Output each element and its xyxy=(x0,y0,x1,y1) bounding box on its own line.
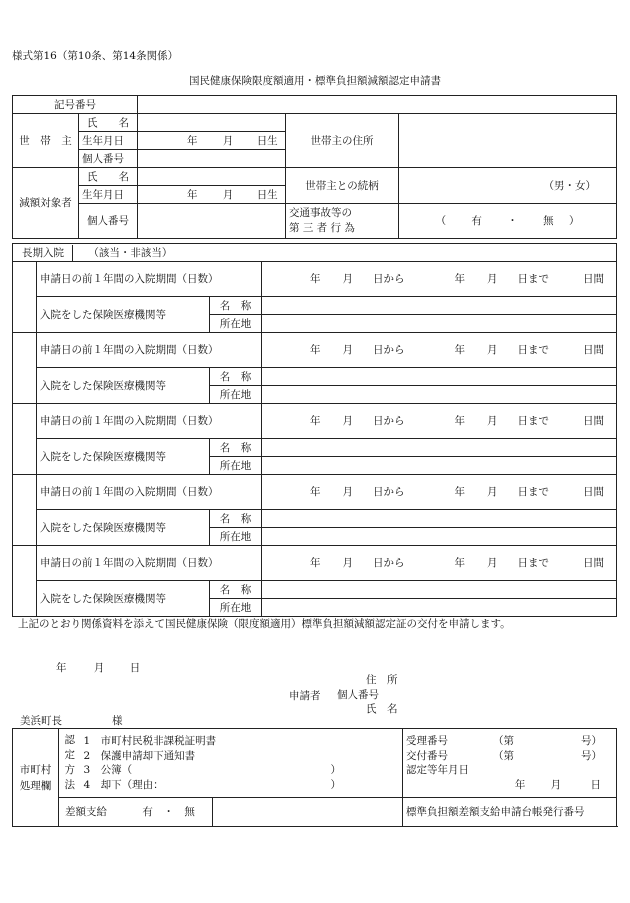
applicant-address-label: 住 所 xyxy=(366,674,398,686)
shozaichi-field[interactable] xyxy=(262,315,617,333)
kigo-bango-label: 記号番号 xyxy=(13,96,138,114)
institution-label: 入院をした保険医療機関等 xyxy=(37,368,210,404)
shozaichi-label: 所在地 xyxy=(210,457,262,475)
declaration-text: 上記のとおり関係資料を添えて国民健康保険（限度額適用）標準負担額減額認定証の交付を申請します。 xyxy=(18,618,511,630)
shozaichi-field[interactable] xyxy=(262,528,617,546)
setainushi-kojin-label: 個人番号 xyxy=(79,150,138,168)
applicant-label: 申請者 xyxy=(289,690,321,702)
office-table xyxy=(12,728,617,827)
setainushi-name-label: 氏 名 xyxy=(79,114,138,132)
form-title: 国民健康保険限度額適用・標準負担額減額認定申請書 xyxy=(189,75,441,87)
setainushi-birth-label: 生年月日 xyxy=(79,132,138,150)
setainushi-name-field[interactable] xyxy=(138,114,286,132)
entry-gutter xyxy=(13,475,37,546)
applicant-number-label: 個人番号 xyxy=(337,688,379,701)
receipt-info[interactable]: 受理番号 （第 号） 交付番号 （第 号） 認定等年月日 年 月 日 xyxy=(403,729,617,798)
target-birth-label: 生年月日 xyxy=(79,186,138,204)
target-name-field[interactable] xyxy=(138,168,286,186)
shozaichi-label: 所在地 xyxy=(210,315,262,333)
target-name-label: 氏 名 xyxy=(79,168,138,186)
traffic-accident-label: 交通事故等の 第 三 者 行 為 xyxy=(286,204,399,239)
institution-label: 入院をした保険医療機関等 xyxy=(37,439,210,475)
meisho-field[interactable] xyxy=(262,510,617,528)
entry-gutter xyxy=(13,546,37,617)
period-label: 申請日の前１年間の入院期間（日数） xyxy=(37,546,262,581)
diff-payment-row[interactable]: 差額支給 有 ・ 無 xyxy=(59,798,403,827)
period-field[interactable]: 年 月 日から 年 月 日まで 日間 xyxy=(262,404,617,439)
meisho-field[interactable] xyxy=(262,439,617,457)
applicant-name-label: 氏 名 xyxy=(366,703,398,715)
shozaichi-field[interactable] xyxy=(262,457,617,475)
setainushi-address-field[interactable] xyxy=(399,114,617,168)
period-field[interactable]: 年 月 日から 年 月 日まで 日間 xyxy=(262,475,617,510)
setainushi-label: 世 帯 主 xyxy=(13,114,79,168)
shozaichi-label: 所在地 xyxy=(210,386,262,404)
addressee: 美浜町長 xyxy=(20,715,62,727)
shozaichi-label: 所在地 xyxy=(210,528,262,546)
setainushi-kojin-field[interactable] xyxy=(138,150,286,168)
reduction-target-label: 減額対象者 xyxy=(13,168,79,239)
kigo-bango-field[interactable] xyxy=(138,96,617,114)
entry-gutter xyxy=(13,262,37,333)
form-number: 様式第16（第10条、第14条関係） xyxy=(12,50,179,62)
shozaichi-field[interactable] xyxy=(262,386,617,404)
institution-label: 入院をした保険医療機関等 xyxy=(37,297,210,333)
traffic-accident-choice[interactable]: （ 有 ・ 無 ） xyxy=(399,204,617,239)
meisho-label: 名 称 xyxy=(210,581,262,599)
meisho-field[interactable] xyxy=(262,581,617,599)
meisho-label: 名 称 xyxy=(210,439,262,457)
institution-label: 入院をした保険医療機関等 xyxy=(37,510,210,546)
entry-gutter xyxy=(13,404,37,475)
method-vertical-label: 認 定 方 法 xyxy=(59,729,81,798)
applicant-fields[interactable] xyxy=(337,673,398,717)
long-term-row[interactable]: 長期入院 （該当・非該当） xyxy=(13,244,617,262)
ledger-label: 標準負担額差額支給申請台帳発行番号 xyxy=(403,798,617,827)
meisho-label: 名 称 xyxy=(210,297,262,315)
period-field[interactable]: 年 月 日から 年 月 日まで 日間 xyxy=(262,333,617,368)
meisho-field[interactable] xyxy=(262,297,617,315)
method-list[interactable]: 1 市町村民税非課税証明書 2 保護申請却下通知書 3 公簿（ ） 4 却下（理由： ） xyxy=(81,729,403,798)
meisho-field[interactable] xyxy=(262,368,617,386)
application-date[interactable]: 年 月 日 xyxy=(56,662,141,674)
target-birth-field[interactable]: 年 月 日生 xyxy=(138,186,286,204)
hospital-table xyxy=(12,243,617,617)
target-kojin-label: 個人番号 xyxy=(79,204,138,239)
period-label: 申請日の前１年間の入院期間（日数） xyxy=(37,475,262,510)
office-label: 市町村 処理欄 xyxy=(13,729,59,827)
period-label: 申請日の前１年間の入院期間（日数） xyxy=(37,333,262,368)
target-kojin-field[interactable] xyxy=(138,204,286,239)
period-label: 申請日の前１年間の入院期間（日数） xyxy=(37,404,262,439)
institution-label: 入院をした保険医療機関等 xyxy=(37,581,210,617)
gender-field[interactable]: （男・女） xyxy=(399,168,617,204)
period-label: 申請日の前１年間の入院期間（日数） xyxy=(37,262,262,297)
period-field[interactable]: 年 月 日から 年 月 日まで 日間 xyxy=(262,546,617,581)
relation-label: 世帯主との続柄 xyxy=(286,168,399,204)
shozaichi-label: 所在地 xyxy=(210,599,262,617)
period-field[interactable]: 年 月 日から 年 月 日まで 日間 xyxy=(262,262,617,297)
entry-gutter xyxy=(13,333,37,404)
sama: 様 xyxy=(112,715,123,727)
applicant-table xyxy=(12,95,617,239)
meisho-label: 名 称 xyxy=(210,510,262,528)
shozaichi-field[interactable] xyxy=(262,599,617,617)
meisho-label: 名 称 xyxy=(210,368,262,386)
setainushi-birth-field[interactable]: 年 月 日生 xyxy=(138,132,286,150)
setainushi-address-label: 世帯主の住所 xyxy=(286,114,399,168)
